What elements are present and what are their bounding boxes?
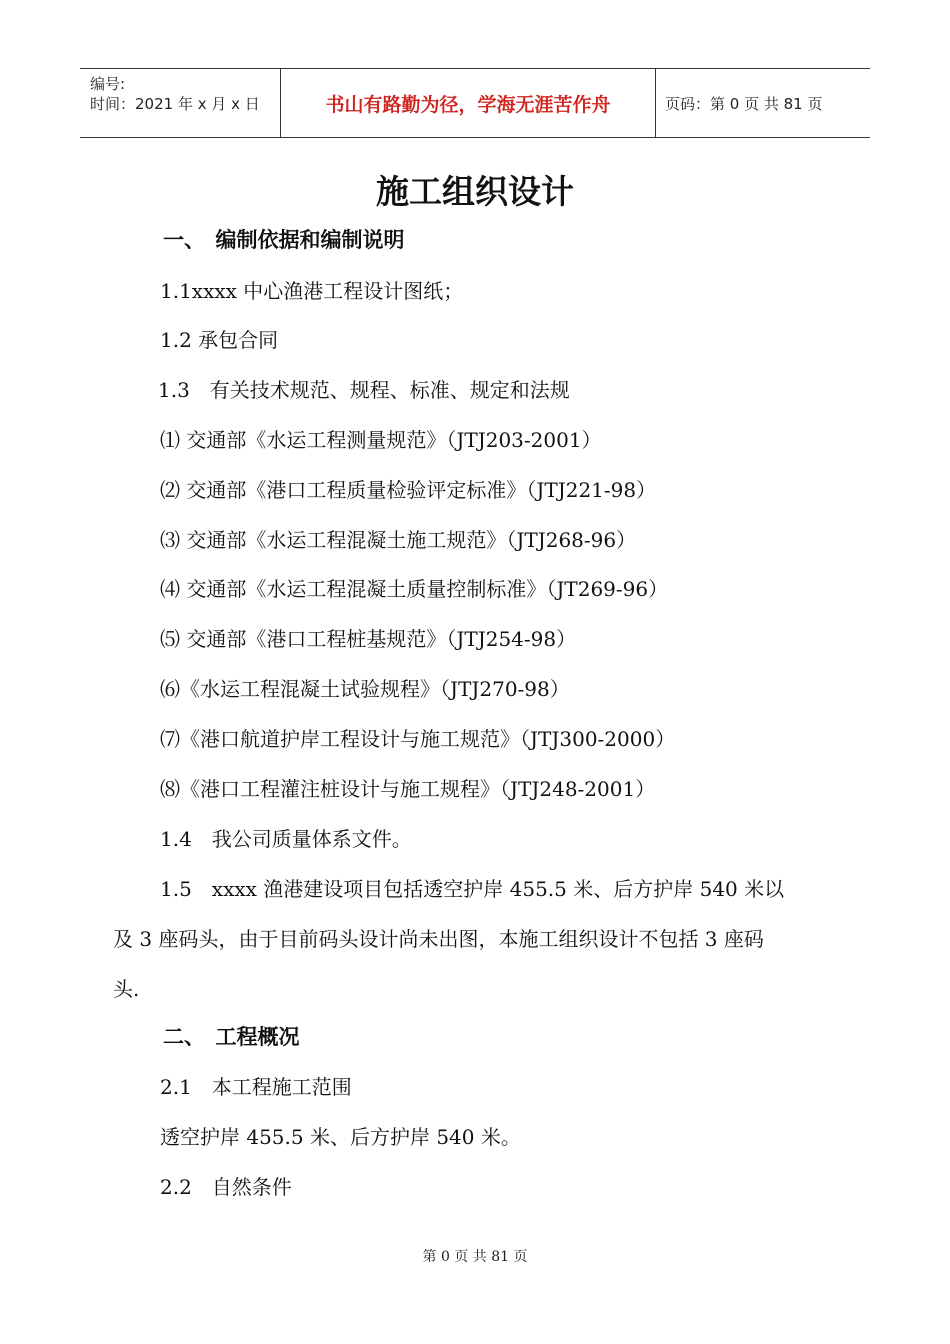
item-1-5-line-1: 1.5 xxxx 渔港建设项目包括透空护岸 455.5 米、后方护岸 540 米以 [160,877,785,901]
header-motto-cell [280,69,656,137]
document-number-label: 编号: [90,75,126,93]
item-1-3: 1.3 有关技术规范、规程、标准、规定和法规 [158,378,570,402]
motto-text: 书山有路勤为径，学海无涯苦作舟 [325,93,611,116]
spec-item: ⑺《港口航道护岸工程设计与施工规范》（JTJ300-2000） [160,727,676,751]
page-footer: 第 0 页 共 81 页 [422,1249,528,1265]
item-1-5-line-3: 头. [113,977,140,1001]
header-page-cell [655,69,870,137]
section-heading-1: 一、 编制依据和编制说明 [163,228,405,252]
item-1-5-line-2: 及 3 座码头，由于目前码头设计尚未出图，本施工组织设计不包括 3 座码 [113,927,764,951]
item-1-2: 1.2 承包合同 [160,328,279,352]
document-date: 时间：2021 年 x 月 x 日 [90,95,260,113]
header-meta-cell [80,69,280,137]
item-2-1-text: 透空护岸 455.5 米、后方护岸 540 米。 [160,1125,521,1149]
document-title: 施工组织设计 [376,172,574,211]
spec-item: ⑷ 交通部《水运工程混凝土质量控制标准》（JT269-96） [160,577,669,601]
spec-item: ⑵ 交通部《港口工程质量检验评定标准》（JTJ221-98） [160,478,657,502]
item-1-1: 1.1xxxx 中心渔港工程设计图纸； [160,279,464,303]
spec-item: ⑻《港口工程灌注桩设计与施工规程》（JTJ248-2001） [160,777,656,801]
spec-item: ⑹《水运工程混凝土试验规程》（JTJ270-98） [160,677,570,701]
spec-item: ⑸ 交通部《港口工程桩基规范》（JTJ254-98） [160,627,577,651]
item-2-2: 2.2 自然条件 [160,1175,292,1199]
spec-item: ⑴ 交通部《水运工程测量规范》（JTJ203-2001） [160,428,602,452]
page-header [80,68,870,138]
item-2-1: 2.1 本工程施工范围 [160,1075,352,1099]
section-heading-2: 二、 工程概况 [163,1025,300,1049]
header-page-info: 页码：第 0 页 共 81 页 [665,94,823,113]
spec-item: ⑶ 交通部《水运工程混凝土施工规范》（JTJ268-96） [160,528,637,552]
item-1-4: 1.4 我公司质量体系文件。 [160,827,412,851]
